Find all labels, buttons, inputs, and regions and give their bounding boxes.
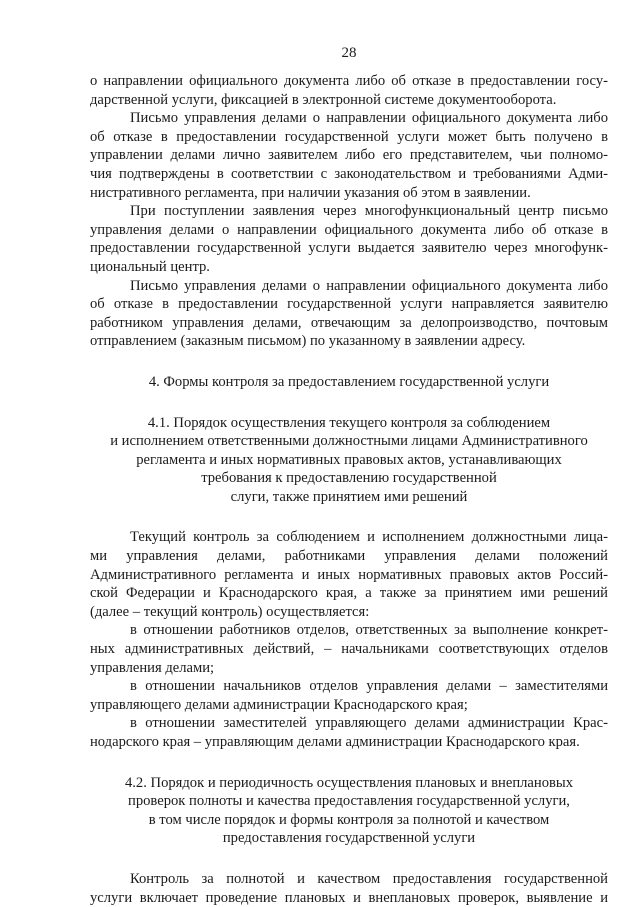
section-heading [90, 774, 608, 848]
text-line: Письмо управления делами о направлении официального документа либо [130, 110, 608, 127]
paragraph [90, 202, 608, 276]
text-line: управлении делами лично заявителем либо его представителем, чьи полномо- [90, 147, 608, 164]
text-line: нодарского края – управляющим делами администрации Краснодарского края. [90, 734, 580, 750]
paragraph [90, 870, 608, 907]
paragraph [90, 621, 608, 677]
text-line: об отказе в предоставлении государственной услуги направляется заявителю [90, 296, 608, 313]
text-line: предоставлении государственной услуги выдается заявителю через многофунк- [90, 240, 608, 257]
text-line: нистративного регламента, при наличии указания об этом в заявлении. [90, 184, 531, 201]
text-line: 4.1. Порядок осуществления текущего контроля за соблюдением [147, 414, 551, 431]
text-line: работником управления делами, отвечающим за делопроизводство, почтовым [90, 314, 608, 331]
paragraph [90, 528, 608, 621]
text-line: ми управления делами, работниками управления делами положений [90, 548, 608, 565]
text-line: услуги включает проведение плановых и внеплановых проверок, выявление и [90, 889, 608, 906]
document-body [90, 72, 608, 907]
text-line: ской Федерации и Краснодарского края, а также за принятием ими решений [90, 585, 608, 602]
text-line: управляющего делами администрации Краснодарского края; [90, 696, 468, 713]
paragraph [90, 72, 608, 109]
text-line: При поступлении заявления через многофункциональный центр письмо [130, 203, 608, 220]
text-line: Письмо управления делами о направлении официального документа либо [130, 277, 608, 294]
paragraph [90, 109, 608, 202]
spacer [90, 392, 608, 414]
paragraph [90, 277, 608, 351]
text-line: чия подтверждены в соответствии с законодательством и требованиями Адми- [90, 165, 608, 182]
spacer [90, 752, 608, 774]
text-line: и исполнением ответственными должностными лицами Административного [110, 433, 588, 450]
text-line: дарственной услуги, фиксацией в электронной системе документооборота. [90, 91, 557, 108]
paragraph [90, 677, 608, 714]
section-heading [90, 373, 608, 392]
text-line: в отношении начальников отделов управления делами – заместителями [130, 678, 608, 695]
text-line: требования к предоставлению государственной [201, 470, 497, 487]
text-line: 4. Формы контроля за предоставлением государственной услуги [148, 373, 550, 390]
document-page [90, 0, 608, 905]
text-line: слуги, также принятием ими решений [230, 488, 468, 505]
text-line: Контроль за полнотой и качеством предоставления государственной [130, 870, 608, 887]
text-line: управления делами о направлении официального документа либо об отказе в [90, 221, 608, 238]
text-line: ных административных действий, – начальниками соответствующих отделов [90, 641, 608, 658]
text-line: о направлении официального документа либо об отказе в предоставлении госу- [90, 73, 608, 89]
page-number: 28 [341, 45, 357, 61]
paragraph [90, 714, 608, 751]
text-line: предоставления государственной услуги [222, 830, 476, 847]
text-line: 4.2. Порядок и периодичность осуществления плановых и внеплановых [124, 774, 574, 791]
text-line: регламента и иных нормативных правовых актов, устанавливающих [136, 451, 562, 468]
text-line: отправлением (заказным письмом) по указанному в заявлении адресу. [90, 333, 526, 350]
text-line: Административного регламента и иных нормативных правовых актов Россий- [90, 566, 608, 583]
text-line: в отношении заместителей управляющего делами администрации Крас- [130, 715, 608, 732]
text-line: (далее – текущий контроль) осуществляется: [90, 603, 370, 620]
text-line: управления делами; [90, 659, 215, 676]
section-heading [90, 414, 608, 507]
text-line: циональный центр. [90, 258, 210, 275]
text-line: об отказе в предоставлении государственной услуги может быть получено в [90, 128, 608, 145]
text-line: проверок полноты и качества предоставления государственной услуги, [128, 793, 570, 810]
text-line: Текущий контроль за соблюдением и исполнением должностными лица- [130, 529, 608, 546]
spacer [90, 351, 608, 373]
spacer [90, 848, 608, 870]
spacer [90, 506, 608, 528]
text-line: в том числе порядок и формы контроля за полнотой и качеством [148, 811, 550, 828]
text-line: в отношении работников отделов, ответственных за выполнение конкрет- [130, 622, 608, 639]
